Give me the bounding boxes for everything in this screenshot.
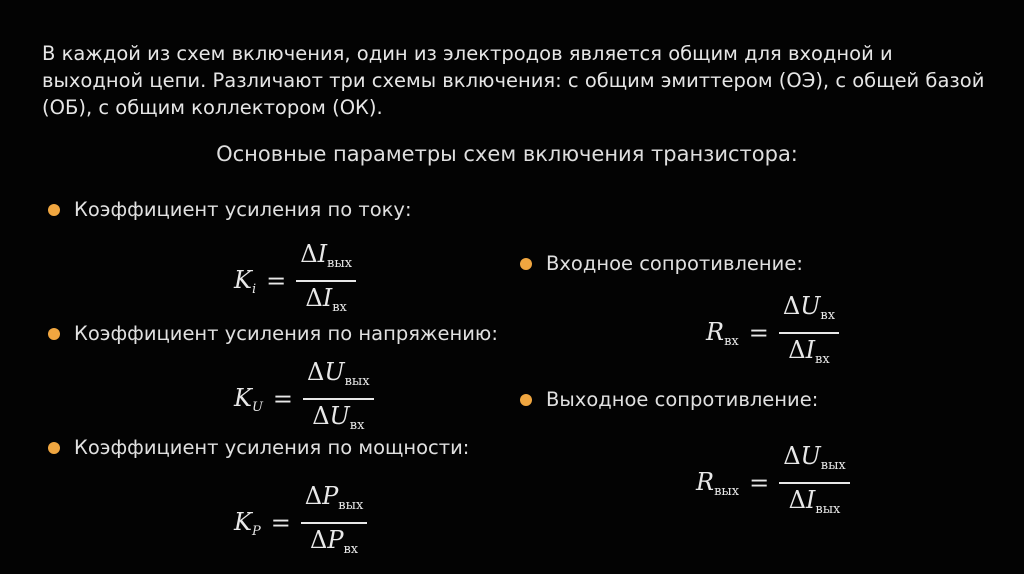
denominator-subscript: вх (332, 300, 347, 315)
formula-current-gain (234, 240, 356, 322)
delta: Δ (782, 292, 801, 320)
bullet-dot-icon (48, 328, 60, 340)
symbol-subscript: вых (714, 483, 740, 499)
formula-power-gain (234, 482, 367, 564)
denominator-variable: I (322, 284, 333, 312)
numerator-variable: U (324, 358, 345, 386)
fraction-bar (779, 482, 850, 484)
denominator (301, 284, 350, 322)
bullet-dot-icon (48, 204, 60, 216)
delta: Δ (783, 442, 801, 470)
fraction (779, 292, 839, 374)
equals-sign: = (272, 385, 294, 413)
formula-lhs (234, 384, 263, 415)
denominator (308, 402, 368, 440)
numerator-subscript: вых (820, 458, 846, 473)
formula-input-resistance (706, 292, 839, 374)
equals-sign: = (749, 469, 770, 497)
symbol: K (234, 265, 252, 294)
power-gain-label: Коэффициент усиления по мощности: (74, 436, 470, 459)
denominator-variable: I (805, 336, 816, 364)
symbol: R (696, 467, 715, 496)
bullet-dot-icon (520, 258, 532, 270)
equals-sign: = (266, 267, 287, 295)
numerator-subscript: вых (327, 256, 353, 271)
numerator (779, 292, 839, 330)
numerator (779, 442, 850, 480)
formula-lhs (696, 468, 739, 499)
equals-sign: = (270, 509, 291, 537)
numerator-subscript: вх (820, 308, 836, 323)
numerator (301, 482, 368, 520)
numerator (296, 240, 356, 278)
denominator-variable: U (329, 402, 350, 430)
output-resistance-label: Выходное сопротивление: (546, 388, 819, 411)
fraction (303, 358, 374, 440)
formula-lhs (234, 508, 261, 539)
bullet-output-resistance (520, 388, 818, 411)
current-gain-label: Коэффициент усиления по току: (74, 198, 412, 221)
delta: Δ (307, 358, 325, 386)
numerator-subscript: вых (344, 374, 370, 389)
numerator-variable: U (800, 442, 821, 470)
formula-output-resistance (696, 442, 850, 524)
input-resistance-label: Входное сопротивление: (546, 252, 803, 275)
symbol: K (234, 383, 252, 412)
fraction (301, 482, 368, 564)
bullet-current-gain (48, 198, 412, 221)
bullet-voltage-gain (48, 322, 498, 345)
denominator-subscript: вх (343, 542, 359, 557)
formula-lhs (234, 266, 256, 297)
delta: Δ (309, 526, 328, 554)
denominator (784, 336, 833, 374)
delta: Δ (312, 402, 330, 430)
bullet-power-gain (48, 436, 469, 459)
formula-lhs (706, 318, 739, 349)
voltage-gain-label: Коэффициент усиления по напряжению: (74, 322, 498, 345)
numerator-variable: P (322, 482, 339, 510)
numerator-subscript: вых (338, 498, 364, 513)
fraction (779, 442, 850, 524)
denominator (785, 486, 845, 524)
formula-voltage-gain (234, 358, 374, 440)
denominator-subscript: вх (815, 352, 830, 367)
fraction-bar (303, 398, 374, 400)
bullet-input-resistance (520, 252, 803, 275)
symbol: R (706, 317, 725, 346)
fraction-bar (301, 522, 368, 524)
denominator-subscript: вых (815, 502, 841, 517)
delta: Δ (304, 482, 323, 510)
numerator-variable: I (317, 240, 328, 268)
delta: Δ (788, 336, 806, 364)
section-heading: Основные параметры схем включения транзистора: (216, 142, 798, 166)
denominator-variable: I (805, 486, 816, 514)
denominator-subscript: вх (349, 418, 365, 433)
denominator-variable: P (327, 526, 344, 554)
symbol-subscript: i (251, 281, 257, 297)
denominator (306, 526, 362, 564)
fraction (296, 240, 356, 322)
symbol: K (234, 507, 252, 536)
symbol-subscript: вх (724, 333, 739, 349)
fraction-bar (779, 332, 839, 334)
equals-sign: = (748, 319, 769, 347)
fraction-bar (296, 280, 356, 282)
delta: Δ (300, 240, 318, 268)
delta: Δ (305, 284, 323, 312)
bullet-dot-icon (520, 394, 532, 406)
symbol-subscript: P (251, 523, 261, 539)
bullet-dot-icon (48, 442, 60, 454)
delta: Δ (788, 486, 806, 514)
numerator-variable: U (800, 292, 821, 320)
symbol-subscript: U (251, 399, 263, 415)
intro-paragraph: В каждой из схем включения, один из электродов является общим для входной и выходной цепи. Различают три схемы включения: с общим эмиттером (ОЭ), с общей базой (ОБ), с общим коллектором (ОК). (42, 42, 985, 119)
numerator (303, 358, 374, 396)
